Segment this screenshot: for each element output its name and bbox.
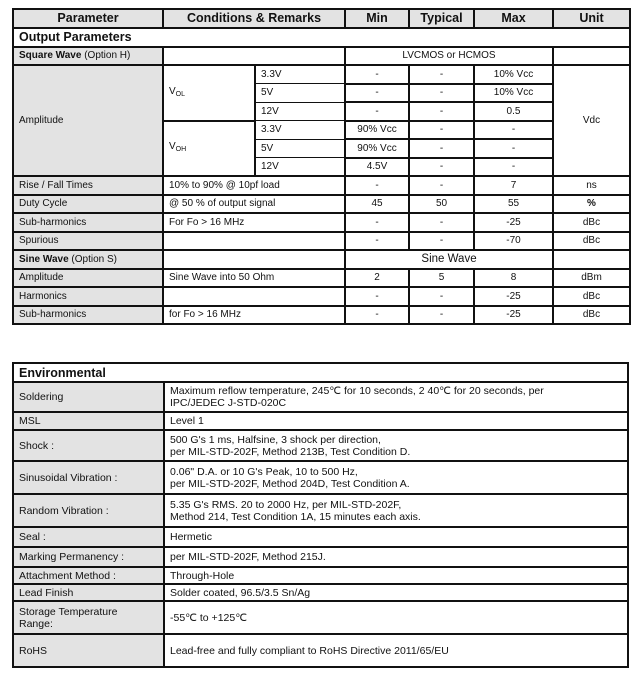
min-cell: 2 bbox=[345, 269, 409, 288]
param-cell: Duty Cycle bbox=[13, 195, 163, 214]
unit-cell: ns bbox=[553, 176, 630, 195]
square-wave-cond bbox=[163, 47, 345, 66]
env-row bbox=[13, 382, 628, 412]
env-value: Lead-free and fully compliant to RoHS Directive 2011/65/EU bbox=[164, 634, 628, 667]
header-conditions: Conditions & Remarks bbox=[163, 9, 345, 28]
cond-cell: Sine Wave into 50 Ohm bbox=[163, 269, 345, 288]
unit-cell: dBc bbox=[553, 306, 630, 325]
max-cell: 10% Vcc bbox=[474, 65, 553, 84]
env-param: Soldering bbox=[13, 382, 164, 412]
cond-cell: @ 50 % of output signal bbox=[163, 195, 345, 214]
typ-cell: - bbox=[409, 84, 474, 103]
env-value: Hermetic bbox=[164, 527, 628, 547]
square-wave-row bbox=[13, 47, 630, 66]
unit-cell: dBc bbox=[553, 287, 630, 306]
header-parameter: Parameter bbox=[13, 9, 163, 28]
section-title: Output Parameters bbox=[13, 28, 630, 47]
cond-cell: for Fo > 16 MHz bbox=[163, 306, 345, 325]
env-value: -55℃ to +125℃ bbox=[164, 601, 628, 634]
param-cell: Harmonics bbox=[13, 287, 163, 306]
typ-cell: - bbox=[409, 158, 474, 177]
env-row bbox=[13, 567, 628, 584]
env-value: 500 G's 1 ms, Halfsine, 3 shock per direction, per MIL-STD-202F, Method 213B, Test Condition D. bbox=[164, 430, 628, 461]
table-row bbox=[13, 213, 630, 232]
sine-wave-row bbox=[13, 250, 630, 269]
max-cell: - bbox=[474, 158, 553, 177]
cond-cell bbox=[163, 287, 345, 306]
min-cell: - bbox=[345, 65, 409, 84]
env-row bbox=[13, 461, 628, 494]
param-cell: Sub-harmonics bbox=[13, 306, 163, 325]
table-row bbox=[13, 287, 630, 306]
typ-cell: - bbox=[409, 306, 474, 325]
env-row bbox=[13, 527, 628, 547]
min-cell: - bbox=[345, 102, 409, 121]
env-value: 5.35 G's RMS. 20 to 2000 Hz, per MIL-STD-202F, Method 214, Test Condition 1A, 15 minutes each axis. bbox=[164, 494, 628, 527]
cond-cell: For Fo > 16 MHz bbox=[163, 213, 345, 232]
table-row bbox=[13, 306, 630, 325]
typ-cell: - bbox=[409, 232, 474, 251]
sine-wave-label: Sine Wave (Option S) bbox=[13, 250, 163, 269]
env-param: MSL bbox=[13, 412, 164, 430]
cond-cell bbox=[163, 232, 345, 251]
env-value: Solder coated, 96.5/3.5 Sn/Ag bbox=[164, 584, 628, 601]
unit-cell: dBc bbox=[553, 213, 630, 232]
min-cell: - bbox=[345, 176, 409, 195]
typ-cell: - bbox=[409, 65, 474, 84]
min-cell: 4.5V bbox=[345, 158, 409, 177]
typ-cell: - bbox=[409, 287, 474, 306]
env-row bbox=[13, 601, 628, 634]
max-cell: 10% Vcc bbox=[474, 84, 553, 103]
min-cell: - bbox=[345, 306, 409, 325]
env-row bbox=[13, 412, 628, 430]
param-cell: Rise / Fall Times bbox=[13, 176, 163, 195]
typ-cell: - bbox=[409, 176, 474, 195]
voltage-cell: 12V bbox=[255, 102, 345, 121]
max-cell: - bbox=[474, 121, 553, 140]
vol-label: $V_{OL}$ bbox=[163, 65, 255, 121]
env-param: Seal : bbox=[13, 527, 164, 547]
env-value: per MIL-STD-202F, Method 215J. bbox=[164, 547, 628, 567]
env-param: Random Vibration : bbox=[13, 494, 164, 527]
unit-cell: dBm bbox=[553, 269, 630, 288]
max-cell: -25 bbox=[474, 287, 553, 306]
header-typical: Typical bbox=[409, 9, 474, 28]
voltage-cell: 5V bbox=[255, 139, 345, 158]
voltage-cell: 12V bbox=[255, 158, 345, 177]
section-row bbox=[13, 28, 630, 47]
table-row bbox=[13, 195, 630, 214]
min-cell: - bbox=[345, 84, 409, 103]
param-cell: Amplitude bbox=[13, 269, 163, 288]
header-max: Max bbox=[474, 9, 553, 28]
max-cell: 7 bbox=[474, 176, 553, 195]
square-wave-label: Square Wave (Option H) bbox=[13, 47, 163, 66]
max-cell: 0.5 bbox=[474, 102, 553, 121]
min-cell: 90% Vcc bbox=[345, 121, 409, 140]
cond-cell: 10% to 90% @ 10pf load bbox=[163, 176, 345, 195]
env-param: Sinusoidal Vibration : bbox=[13, 461, 164, 494]
env-row bbox=[13, 584, 628, 601]
table-row bbox=[13, 269, 630, 288]
env-value: Maximum reflow temperature, 245℃ for 10 seconds, 2 40℃ for 20 seconds, per IPC/JEDEC J-STD-020C bbox=[164, 382, 628, 412]
param-cell: Spurious bbox=[13, 232, 163, 251]
env-param: Lead Finish bbox=[13, 584, 164, 601]
table-row bbox=[13, 176, 630, 195]
typ-cell: - bbox=[409, 139, 474, 158]
table-row bbox=[13, 65, 630, 84]
env-value: Through-Hole bbox=[164, 567, 628, 584]
env-param: Shock : bbox=[13, 430, 164, 461]
min-cell: - bbox=[345, 213, 409, 232]
voltage-cell: 3.3V bbox=[255, 121, 345, 140]
env-header-row bbox=[13, 363, 628, 382]
param-cell: Sub-harmonics bbox=[13, 213, 163, 232]
header-min: Min bbox=[345, 9, 409, 28]
typ-cell: - bbox=[409, 121, 474, 140]
max-cell: -70 bbox=[474, 232, 553, 251]
env-value: Level 1 bbox=[164, 412, 628, 430]
voltage-cell: 5V bbox=[255, 84, 345, 103]
typ-cell: - bbox=[409, 213, 474, 232]
sine-wave-unit bbox=[553, 250, 630, 269]
max-cell: -25 bbox=[474, 213, 553, 232]
unit-cell: dBc bbox=[553, 232, 630, 251]
header-row bbox=[13, 9, 630, 28]
env-param: Attachment Method : bbox=[13, 567, 164, 584]
min-cell: - bbox=[345, 232, 409, 251]
max-cell: -25 bbox=[474, 306, 553, 325]
typ-cell: 50 bbox=[409, 195, 474, 214]
max-cell: 8 bbox=[474, 269, 553, 288]
env-value: 0.06" D.A. or 10 G's Peak, 10 to 500 Hz, per MIL-STD-202F, Method 204D, Test Condition A. bbox=[164, 461, 628, 494]
voltage-cell: 3.3V bbox=[255, 65, 345, 84]
square-wave-type: LVCMOS or HCMOS bbox=[345, 47, 553, 66]
square-wave-unit bbox=[553, 47, 630, 66]
sine-wave-cond bbox=[163, 250, 345, 269]
voh-label: $V_{OH}$ bbox=[163, 121, 255, 177]
sine-wave-type: Sine Wave bbox=[345, 250, 553, 269]
amplitude-unit: Vdc bbox=[553, 65, 630, 176]
output-parameters-table bbox=[12, 8, 631, 325]
min-cell: 45 bbox=[345, 195, 409, 214]
min-cell: 90% Vcc bbox=[345, 139, 409, 158]
env-param: RoHS bbox=[13, 634, 164, 667]
env-param: Marking Permanency : bbox=[13, 547, 164, 567]
min-cell: - bbox=[345, 287, 409, 306]
env-row bbox=[13, 634, 628, 667]
typ-cell: 5 bbox=[409, 269, 474, 288]
env-title: Environmental bbox=[13, 363, 628, 382]
environmental-table bbox=[12, 362, 629, 668]
typ-cell: - bbox=[409, 102, 474, 121]
table-row bbox=[13, 232, 630, 251]
max-cell: - bbox=[474, 139, 553, 158]
unit-cell: % bbox=[553, 195, 630, 214]
env-row bbox=[13, 430, 628, 461]
max-cell: 55 bbox=[474, 195, 553, 214]
env-row bbox=[13, 547, 628, 567]
env-row bbox=[13, 494, 628, 527]
env-param: Storage Temperature Range: bbox=[13, 601, 164, 634]
header-unit: Unit bbox=[553, 9, 630, 28]
amplitude-label: Amplitude bbox=[13, 65, 163, 176]
